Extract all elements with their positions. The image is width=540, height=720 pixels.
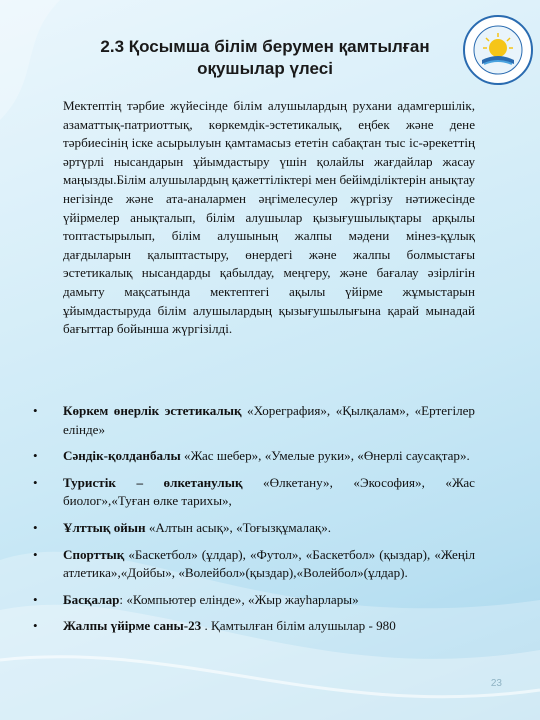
item-text: «Жас шебер», «Умелые руки», «Өнерлі саусақтар».	[180, 448, 470, 464]
item-category: Туристік – өлкетанулық	[63, 474, 243, 490]
slide-title	[70, 36, 460, 80]
item-category: Көркем өнерлік эстетикалық	[63, 403, 242, 418]
item-text: . Қамтылған білім алушылар - 980	[201, 618, 396, 634]
item-text: «Хореграфия», «Қылқалам», «Ертегілер елінде»	[63, 403, 475, 437]
list-item	[63, 519, 475, 538]
item-text: «Өлкетану», «Экософия», «Жас биолог»,«Туған өлке тарихы»,	[63, 474, 475, 509]
page-number: 23	[490, 678, 502, 689]
title-line-2: оқушылар үлесі	[197, 59, 333, 78]
list-item	[63, 617, 475, 636]
list-item	[63, 474, 475, 511]
item-category: Спорттық	[63, 546, 125, 562]
intro-paragraph: Мектептің тәрбие жүйесінде білім алушылардың рухани адамгершілік, азаматтық-патриоттық, көркемдік-эстетикалық, еңбек және дене тәрбиесінің іске асырылуын қамтамасыз ететін сабақтан тыс іс-әрекеттің әртүрлі нысандарын ұйымдастыру үшін қолайлы жағдайлар жасау маңызды.Білім алушылардың қажеттіліктері мен бейімділіктерін анықтау негізінде және ата-аналармен әңгімелесулер жүргізу нәтижесінде үйірмелер анықталып, білім алушылар қызығушылықтары арқылы топтастырылып, білім алушының жалпы мәдени мінез-құлық дағдыларын қалыптастыру, өнердегі және жалпы болмыстағы эстетикалық нысандарды қабылдау, меңгеру, және бағалау әзірлігін дамыту мақсатында мектептегі ақылы үйірме жұмыстарын ұйымдастыруда білім алушылардың қызығушылығына қарай мынадай бағыттар бойынша жүргізілді.	[63, 98, 475, 337]
item-text: «Баскетбол» (ұлдар), «Футол», «Баскетбол» (қыздар), «Жеңіл атлетика»,«Дойбы», «Волейбол»(қыздар),«Волейбол»(ұлдар).	[63, 546, 475, 581]
list-item	[63, 546, 475, 583]
item-category: Сәндік-қолданбалы	[63, 448, 181, 464]
school-logo	[462, 14, 534, 86]
item-category: Басқалар	[63, 591, 120, 607]
item-category: Ұлттық ойын	[63, 519, 146, 535]
list-item	[63, 447, 475, 466]
list-item	[63, 591, 475, 610]
item-category: Жалпы үйірме саны-23	[63, 618, 202, 634]
club-list	[63, 402, 475, 644]
title-line-1: 2.3 Қосымша білім берумен қамтылған	[100, 37, 430, 56]
list-item	[63, 402, 475, 439]
item-text: : «Компьютер елінде», «Жыр жауһарлары»	[119, 591, 359, 607]
item-text: «Алтын асық», «Тоғызқұмалақ».	[145, 519, 332, 535]
